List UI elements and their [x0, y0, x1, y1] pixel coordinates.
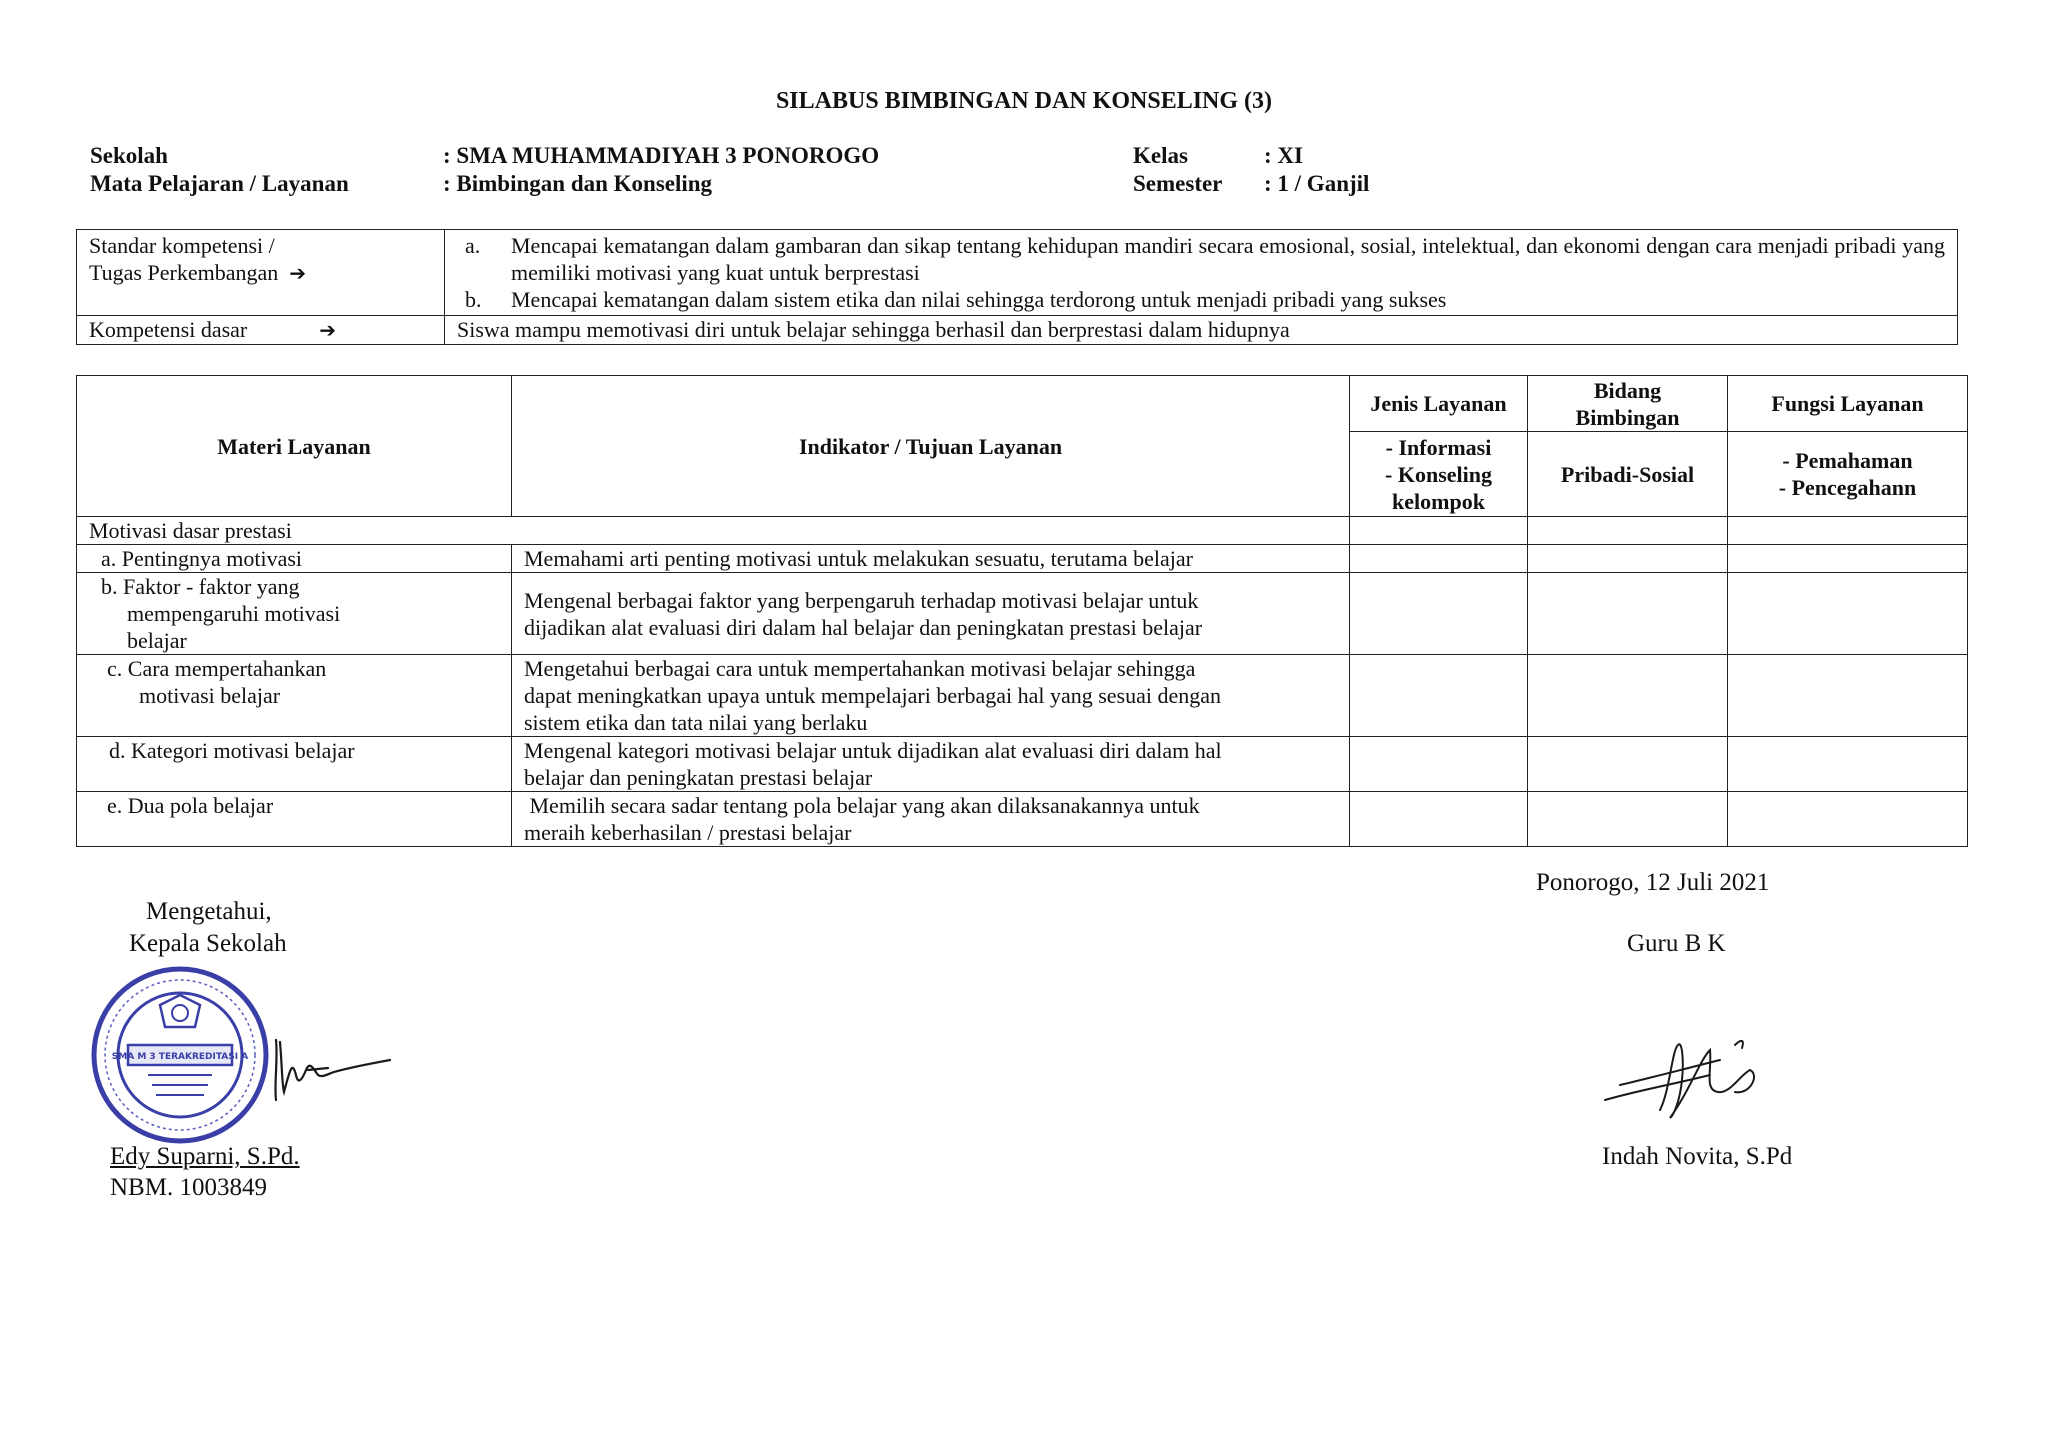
mapel-value: : Bimbingan dan Konseling — [443, 171, 713, 196]
empty-cell — [1728, 573, 1968, 655]
fungsi-values — [1728, 432, 1968, 517]
jenis-kelompok: kelompok — [1392, 488, 1485, 514]
empty-cell — [1528, 545, 1728, 573]
empty-cell — [1528, 737, 1728, 792]
semester-value: : 1 / Ganjil — [1264, 171, 1370, 196]
teacher-name: Indah Novita, S.Pd — [1602, 1143, 1793, 1170]
sk-item-a — [457, 232, 1945, 286]
indikator-cell — [512, 545, 1350, 573]
materi-line: mempengaruhi motivasi — [127, 601, 341, 626]
table-row — [77, 545, 1968, 573]
jenis-konseling: - Konseling — [1385, 461, 1492, 487]
header-fungsi: Fungsi Layanan — [1728, 376, 1968, 432]
empty-cell — [1350, 517, 1528, 545]
materi-line: motivasi belajar — [139, 683, 281, 708]
empty-cell — [1728, 545, 1968, 573]
fungsi-pemahaman: - Pemahaman — [1782, 448, 1913, 473]
sk-content-cell — [445, 230, 1958, 316]
sekolah-value: : SMA MUHAMMADIYAH 3 PONOROGO — [443, 143, 880, 168]
header-jenis: Jenis Layanan — [1350, 376, 1528, 432]
table-row — [77, 655, 1968, 737]
indikator-cell — [512, 737, 1350, 792]
teacher-signature — [1600, 1030, 1775, 1130]
empty-cell — [1350, 655, 1528, 737]
competency-table — [76, 229, 1958, 345]
indikator-line: Mengetahui berbagai cara untuk mempertahankan motivasi belajar sehingga — [524, 656, 1196, 681]
place-date: Ponorogo, 12 Juli 2021 — [1536, 869, 1770, 896]
empty-cell — [1728, 517, 1968, 545]
kd-value: Siswa mampu memotivasi diri untuk belajar sehingga berhasil dan berprestasi dalam hidupnya — [445, 316, 1958, 345]
table-row — [77, 792, 1968, 847]
sk-row — [77, 230, 1958, 316]
materi-line: e. Dua pola belajar — [107, 793, 274, 818]
stamp-text: SMA M 3 TERAKREDITASI A — [111, 1052, 249, 1062]
kd-row — [77, 316, 1958, 345]
sk-item-text: Mencapai kematangan dalam sistem etika dan nilai sehingga terdorong untuk menjadi pribadi yang sukses — [511, 287, 1447, 312]
empty-cell — [1528, 573, 1728, 655]
indikator-line: dapat meningkatkan upaya untuk mempelajari berbagai hal yang sesuai dengan — [524, 683, 1222, 708]
header-indikator: Indikator / Tujuan Layanan — [512, 376, 1350, 517]
mengetahui-label: Mengetahui, — [146, 898, 272, 925]
headmaster-name — [110, 1143, 338, 1171]
table-row — [77, 573, 1968, 655]
header-bidang: Bidang Bimbingan — [1528, 376, 1728, 432]
sk-label-line1: Standar kompetensi / — [89, 233, 275, 258]
empty-cell — [1728, 655, 1968, 737]
indikator-cell — [512, 655, 1350, 737]
main-table — [76, 375, 1968, 847]
bidang-value: Pribadi-Sosial — [1528, 432, 1728, 517]
kepala-sekolah-label: Kepala Sekolah — [129, 930, 287, 957]
materi-line: b. Faktor - faktor yang — [101, 574, 300, 599]
section-row — [77, 517, 1968, 545]
sk-label-cell — [77, 230, 445, 316]
empty-cell — [1728, 792, 1968, 847]
indikator-line: belajar dan peningkatan prestasi belajar — [524, 765, 873, 790]
materi-line: a. Pentingnya motivasi — [101, 546, 303, 571]
arrow-right-icon: ➔ — [319, 318, 336, 342]
empty-cell — [1728, 737, 1968, 792]
indikator-cell — [512, 792, 1350, 847]
fungsi-pencegahan: - Pencegahann — [1778, 475, 1917, 500]
empty-cell — [1350, 573, 1528, 655]
indikator-cell — [512, 573, 1350, 655]
school-stamp — [90, 965, 270, 1145]
empty-cell — [1528, 655, 1728, 737]
materi-cell — [77, 545, 512, 573]
headmaster-nbm: NBM. 1003849 — [110, 1174, 267, 1201]
page-title: SILABUS BIMBINGAN DAN KONSELING (3) — [775, 88, 1273, 114]
materi-line: belajar — [127, 628, 187, 653]
semester-label: Semester — [1133, 171, 1223, 196]
materi-cell — [77, 655, 512, 737]
header-materi: Materi Layanan — [77, 376, 512, 517]
sk-item-text: Mencapai kematangan dalam gambaran dan sikap tentang kehidupan mandiri secara emosional, sosial, intelektual, dan ekonomi dengan cara menjadi pribadi yang memiliki motivasi yang kuat untuk berprestasi — [511, 233, 1945, 285]
sk-item-b — [457, 286, 1945, 313]
kd-label: Kompetensi dasar — [89, 317, 248, 342]
mapel-label: Mata Pelajaran / Layanan — [90, 171, 349, 196]
materi-cell — [77, 737, 512, 792]
empty-cell — [1528, 792, 1728, 847]
headmaster-signature — [268, 1030, 393, 1105]
empty-cell — [1350, 792, 1528, 847]
headmaster-name-text: Edy Suparni, S.Pd. — [110, 1143, 300, 1170]
arrow-right-icon: ➔ — [289, 261, 306, 285]
table-row — [77, 737, 1968, 792]
empty-cell — [1528, 517, 1728, 545]
empty-cell — [1350, 545, 1528, 573]
materi-line: d. Kategori motivasi belajar — [109, 738, 355, 763]
sk-item-letter: b. — [465, 287, 482, 312]
materi-cell — [77, 573, 512, 655]
guru-bk-label: Guru B K — [1627, 930, 1726, 957]
indikator-line: sistem etika dan tata nilai yang berlaku — [524, 710, 868, 735]
sk-item-letter: a. — [465, 233, 481, 258]
jenis-values — [1350, 432, 1528, 517]
indikator-line: Mengenal berbagai faktor yang berpengaruh terhadap motivasi belajar untuk — [524, 587, 1199, 613]
indikator-line: Mengenal kategori motivasi belajar untuk dijadikan alat evaluasi diri dalam hal — [524, 738, 1222, 763]
materi-line: c. Cara mempertahankan — [107, 656, 327, 681]
jenis-informasi: - Informasi — [1385, 434, 1492, 460]
indikator-line: dijadikan alat evaluasi diri dalam hal belajar dan peningkatan prestasi belajar — [524, 614, 1203, 640]
indikator-line: Memahami arti penting motivasi untuk melakukan sesuatu, terutama belajar — [524, 546, 1193, 571]
empty-cell — [1350, 737, 1528, 792]
sekolah-label: Sekolah — [90, 143, 168, 168]
sk-label-line2: Tugas Perkembangan — [89, 260, 279, 285]
header-row — [77, 376, 1968, 432]
kelas-value: : XI — [1264, 143, 1303, 168]
section-label: Motivasi dasar prestasi — [77, 517, 1350, 545]
kelas-label: Kelas — [1133, 143, 1188, 168]
indikator-line: Memilih secara sadar tentang pola belajar yang akan dilaksanakannya untuk — [524, 793, 1200, 818]
indikator-line: meraih keberhasilan / prestasi belajar — [524, 820, 852, 845]
materi-cell — [77, 792, 512, 847]
kd-label-cell — [77, 316, 445, 345]
